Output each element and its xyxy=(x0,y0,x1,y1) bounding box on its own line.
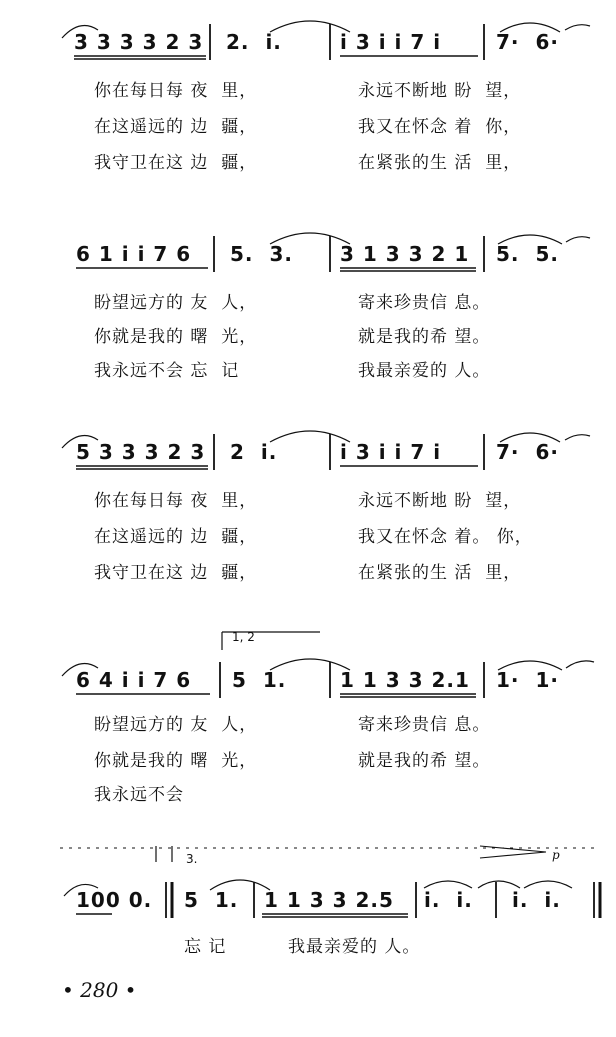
lyric-line: 盼望远方的 友 人， xyxy=(94,715,258,735)
measure-3: i 3 i i 7 i xyxy=(340,440,442,464)
lyric-line: 永远不断地 盼 望， xyxy=(358,491,522,511)
measure-3: 1 1 3 3 2.1 xyxy=(340,668,470,692)
measure-5: i. i. xyxy=(512,888,561,912)
lyric-line: 你就是我的 曙 光， xyxy=(94,327,258,347)
lyric-line: 在这遥远的 边 疆， xyxy=(94,527,258,547)
lyric-line: 我永远不会 xyxy=(94,785,184,805)
lyric-line: 我又在怀念 着。 你， xyxy=(358,527,533,547)
measure-1: 100 0. xyxy=(76,888,153,912)
lyric-line: 我永远不会 忘 记 xyxy=(94,361,240,381)
lyric-line: 寄来珍贵信 息。 xyxy=(358,715,491,735)
lyric-line: 在紧张的生 活 里， xyxy=(358,563,522,583)
measure-1: 3 3 3 3 2 3 xyxy=(74,30,204,54)
measure-2: 2 i. xyxy=(230,440,278,464)
lyric-line: 我最亲爱的 人。 xyxy=(358,361,491,381)
lyric-line: 你在每日每 夜 里， xyxy=(94,81,258,101)
lyric-line: 我守卫在这 边 疆， xyxy=(94,563,258,583)
lyric-line: 我守卫在这 边 疆， xyxy=(94,153,258,173)
lyric-line: 我最亲爱的 人。 xyxy=(288,937,421,957)
lyric-line: 你就是我的 曙 光， xyxy=(94,751,258,771)
measure-4: 7· 6· xyxy=(496,440,559,464)
measure-4: i. i. xyxy=(424,888,473,912)
music-system-5 xyxy=(0,880,616,928)
measure-2: 5 1. xyxy=(232,668,287,692)
measure-4: 1· 1· xyxy=(496,668,559,692)
music-system-3 xyxy=(0,432,616,480)
lyric-line: 永远不断地 盼 望， xyxy=(358,81,522,101)
lyric-line: 你在每日每 夜 里， xyxy=(94,491,258,511)
lyric-line: 忘 记 xyxy=(184,937,227,957)
music-system-4 xyxy=(0,660,616,708)
page-number: • 280 • xyxy=(62,978,137,1002)
measure-3: i 3 i i 7 i xyxy=(340,30,442,54)
measure-3: 1 1 3 3 2.5 xyxy=(264,888,394,912)
measure-3: 3 1 3 3 2 1 xyxy=(340,242,470,266)
measure-4: 5. 5. xyxy=(496,242,559,266)
measure-1: 5 3 3 3 2 3 xyxy=(76,440,206,464)
measure-2: 5. 3. xyxy=(230,242,293,266)
lyric-line: 就是我的希 望。 xyxy=(358,751,491,771)
lyric-line: 盼望远方的 友 人， xyxy=(94,293,258,313)
measure-4: 7· 6· xyxy=(496,30,559,54)
lyric-line: 我又在怀念 着 你， xyxy=(358,117,522,137)
measure-2: 2. i. xyxy=(226,30,282,54)
lyric-line: 寄来珍贵信 息。 xyxy=(358,293,491,313)
music-system-2 xyxy=(0,234,616,282)
lyric-line: 在这遥远的 边 疆， xyxy=(94,117,258,137)
music-system-1 xyxy=(0,22,616,70)
volta-1-2: 1, 2 xyxy=(232,630,255,644)
dynamic-piano: p xyxy=(552,848,560,862)
measure-1: 6 4 i i 7 6 xyxy=(76,668,192,692)
measure-2: 5 1. xyxy=(184,888,239,912)
volta-3: 3. xyxy=(186,852,198,866)
measure-1: 6 1 i i 7 6 xyxy=(76,242,192,266)
lyric-line: 就是我的希 望。 xyxy=(358,327,491,347)
lyric-line: 在紧张的生 活 里， xyxy=(358,153,522,173)
